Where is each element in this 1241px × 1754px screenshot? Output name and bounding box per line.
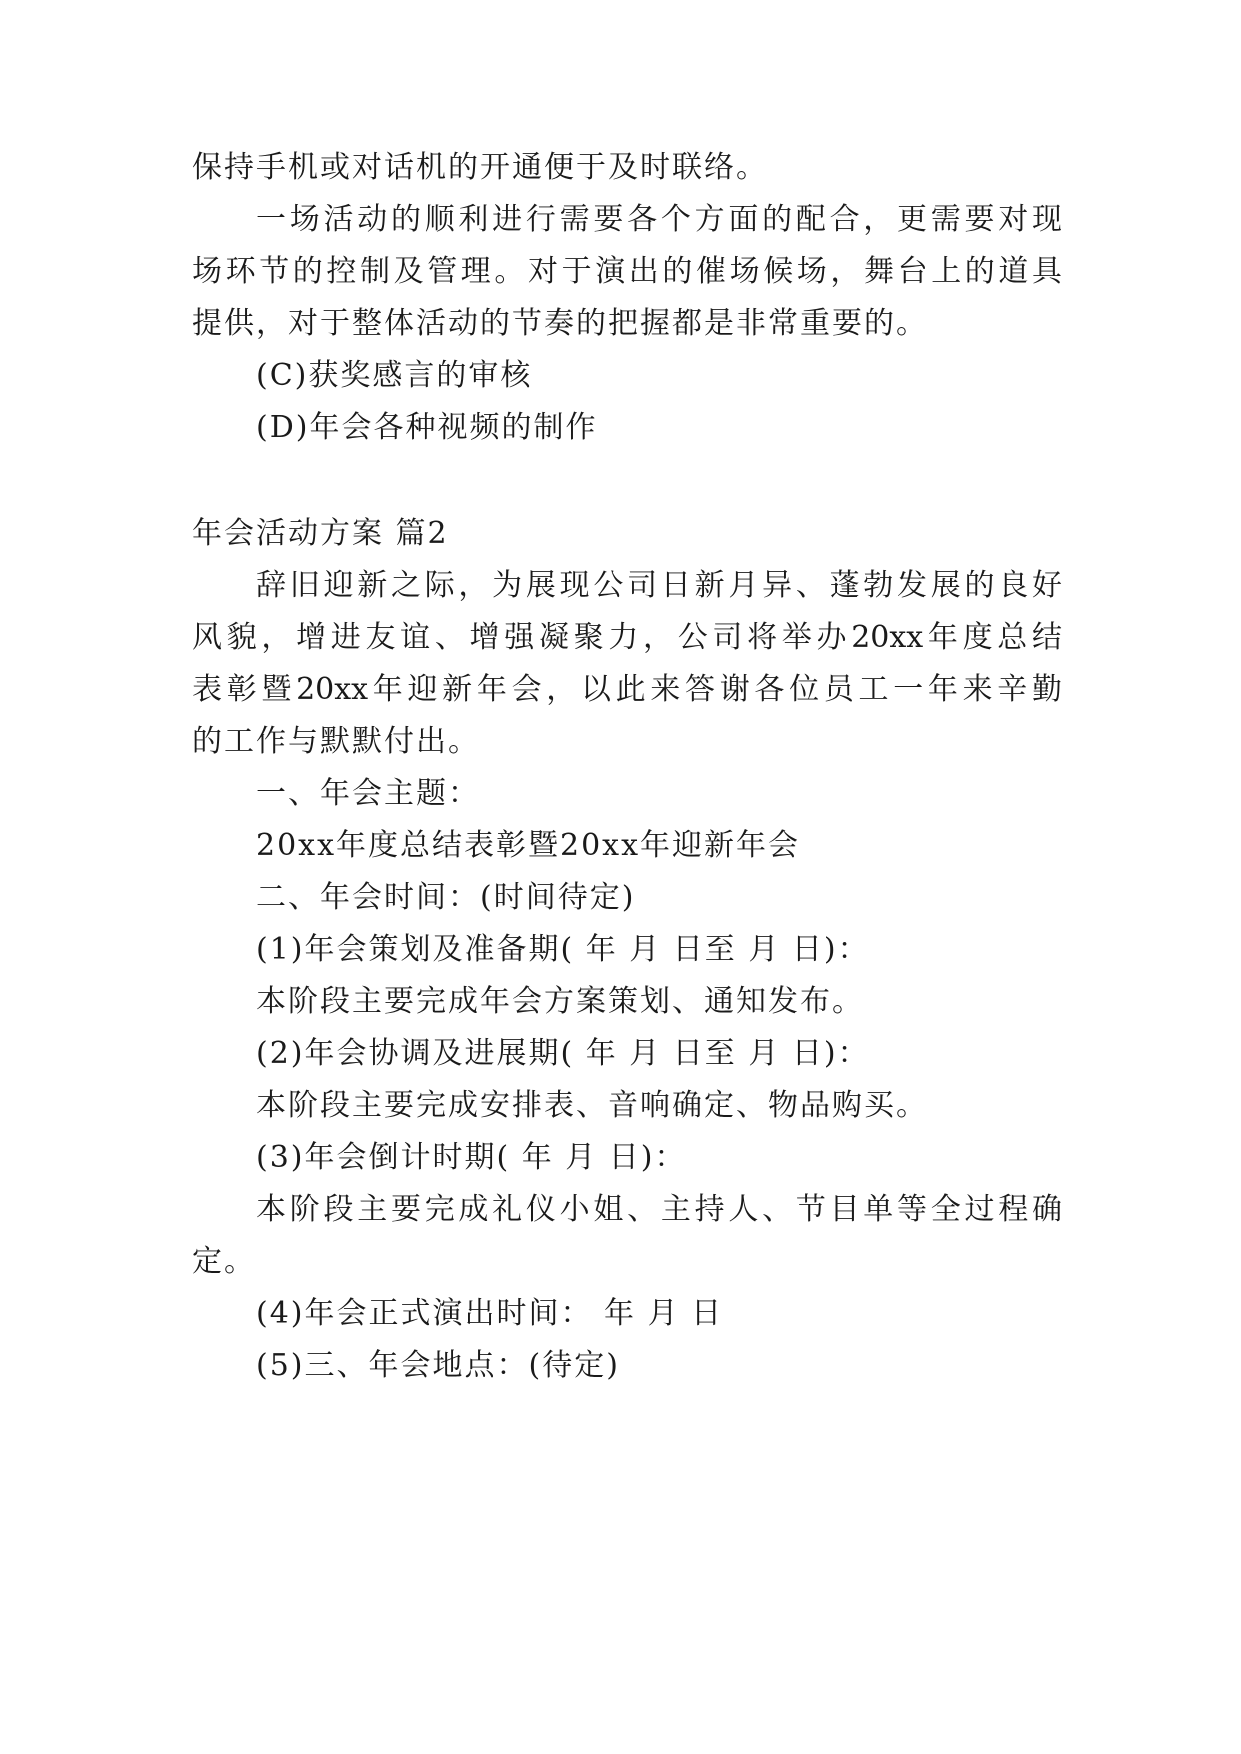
phase1-desc: 本阶段主要完成年会方案策划、通知发布。: [256, 984, 864, 1019]
theme-heading: 一、年会主题：: [256, 776, 480, 811]
intro-line-2: 风貌，增进友谊、增强凝聚力，公司将举办20xx年度总结: [192, 620, 1062, 655]
venue-heading: (5)三、年会地点：(待定): [256, 1348, 620, 1383]
phase3-desc-line-2: 定。: [192, 1244, 256, 1279]
phase4-title: (4)年会正式演出时间： 年 月 日: [256, 1296, 724, 1331]
section-heading: 年会活动方案 篇2: [192, 516, 449, 551]
intro-line-3: 表彰暨20xx年迎新年会，以此来答谢各位员工一年来辛勤: [192, 672, 1062, 707]
item-d: (D)年会各种视频的制作: [256, 410, 598, 445]
phase1-title: (1)年会策划及准备期( 年 月 日至 月 日)：: [256, 932, 870, 967]
paragraph-coordination-line-1: 一场活动的顺利进行需要各个方面的配合，更需要对现: [256, 202, 1062, 237]
paragraph-coordination-line-3: 提供，对于整体活动的节奏的把握都是非常重要的。: [192, 306, 928, 341]
phase3-title: (3)年会倒计时期( 年 月 日)：: [256, 1140, 687, 1175]
paragraph-coordination-line-2: 场环节的控制及管理。对于演出的催场候场，舞台上的道具: [192, 254, 1062, 289]
intro-line-1: 辞旧迎新之际，为展现公司日新月异、蓬勃发展的良好: [256, 568, 1062, 603]
intro-line-4: 的工作与默默付出。: [192, 724, 480, 759]
phase2-desc: 本阶段主要完成安排表、音响确定、物品购买。: [256, 1088, 928, 1123]
item-c: (C)获奖感言的审核: [256, 358, 533, 393]
time-heading: 二、年会时间：(时间待定): [256, 880, 636, 915]
phase2-title: (2)年会协调及进展期( 年 月 日至 月 日)：: [256, 1036, 870, 1071]
phase3-desc-line-1: 本阶段主要完成礼仪小姐、主持人、节目单等全过程确: [256, 1192, 1062, 1227]
theme-value: 20xx年度总结表彰暨20xx年迎新年会: [256, 828, 801, 863]
paragraph-continued-line-1: 保持手机或对话机的开通便于及时联络。: [192, 150, 768, 185]
